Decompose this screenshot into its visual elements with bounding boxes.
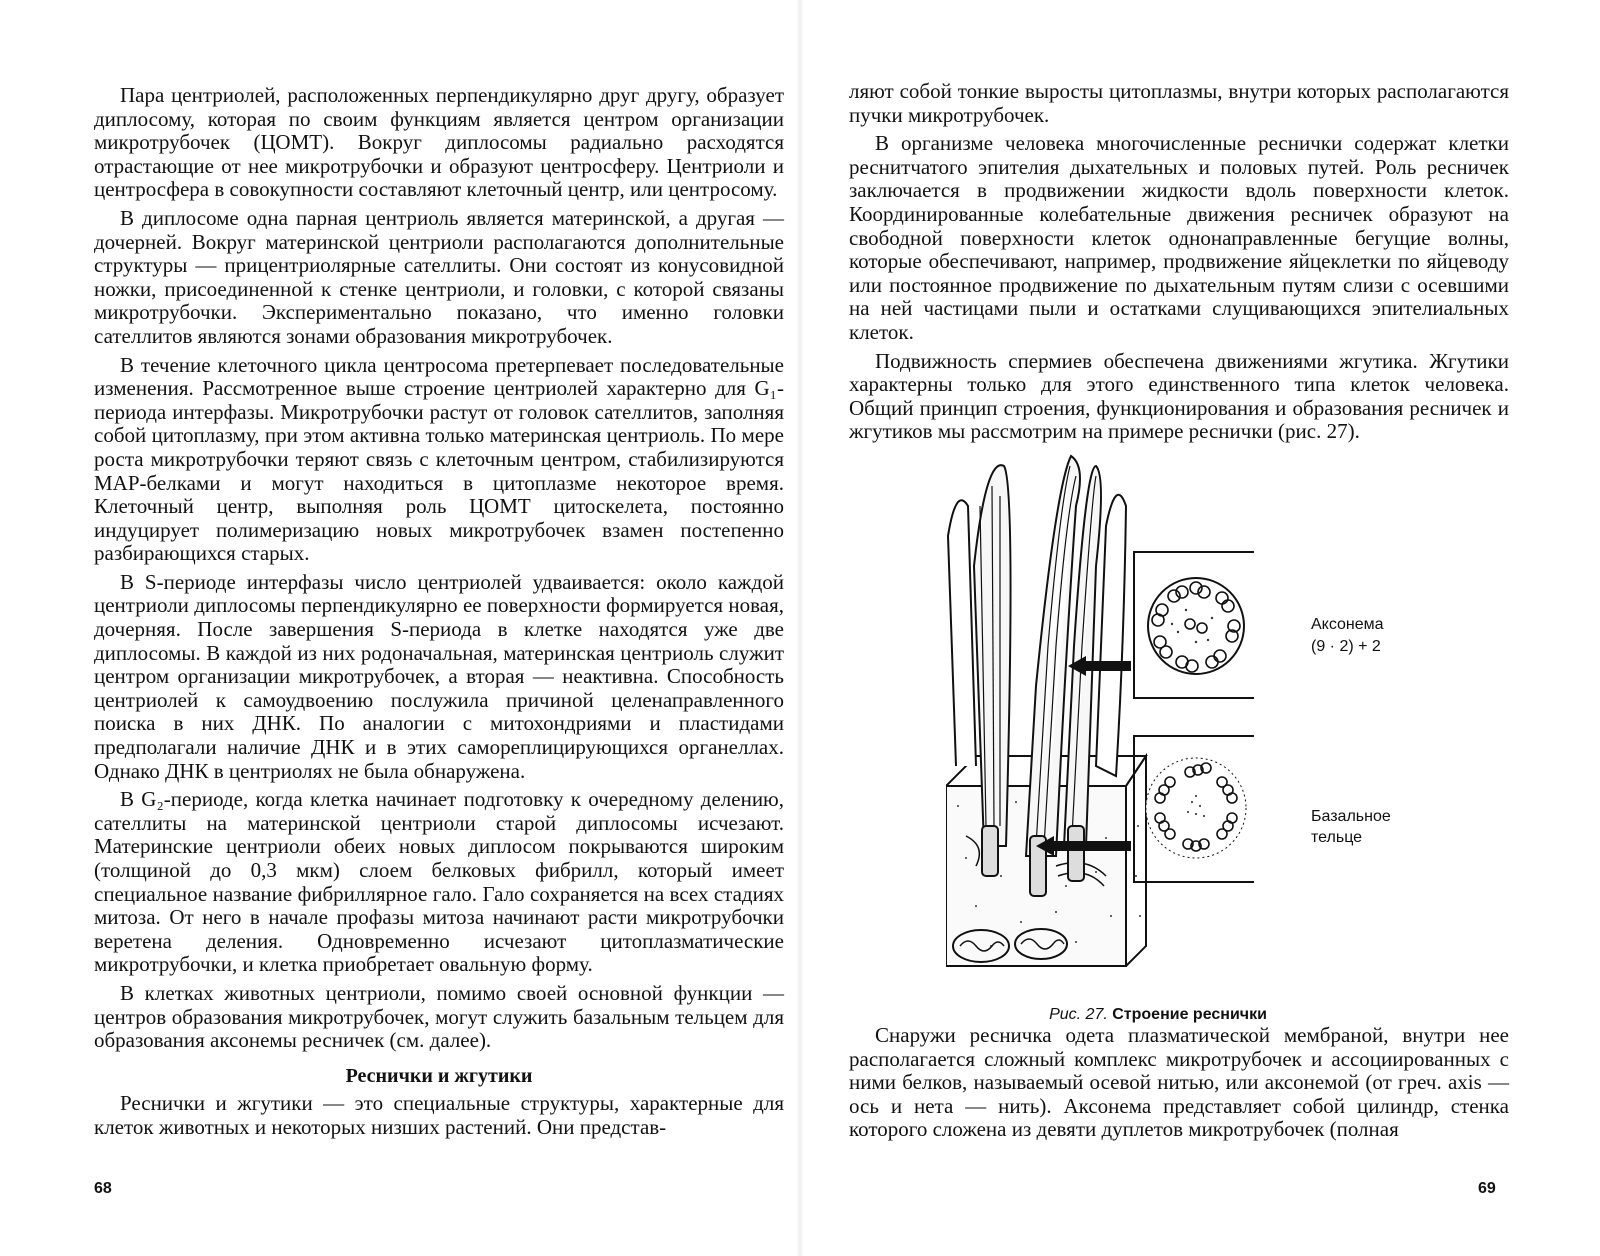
right-text-column bbox=[849, 80, 1509, 449]
paragraph: В организме человека многочисленные реснички содержат клетки реснитчатого эпителия дыхательных и половых путей. Роль ресничек заключается в продвижении жидкости вдоль поверхности клеток. Координированные колебательные движения ресничек образуют на свободной поверхности клеток однонаправленные бегущие волны, которые обеспечивают, например, продвижение яйцеклетки по яйцеводу или постоянное продвижение по дыхательным путям слизи с осевшими на ней частицами пыли и остатками слущивающихся эпителиальных клеток. bbox=[849, 131, 1509, 344]
paragraph: В диплосоме одна парная центриоль является материнской, а другая — дочерней. Вокруг материнской центриоли располагаются дополнительные структуры — прицентриолярные сателлиты. Они состоят из конусовидной ножки, присоединенной к стенке центриоли, и головки, с которой связаны микротрубочки. Экспериментально показано, что именно головки сателлитов являются зонами образования микротрубочек. bbox=[94, 205, 784, 348]
cilium-structure-figure bbox=[946, 446, 1446, 1006]
paragraph: В течение клеточного цикла центросома претерпевает последовательные изменения. Рассмотренное выше строение центриолей характерно для G₁-периода интерфазы. Микротрубочки растут от головок сателлитов, заполняя собой цитоплазму, при этом активна только материнская центриоль. По мере роста микротрубочки теряют связь с клеточным центром, стабилизируются МАР-белками и могут находиться в цитоплазме некоторое время. Клеточный центр, выполняя роль ЦОМТ цитоскелета, постоянно индуцирует полимеризацию новых микротрубочек взамен постепенно разбирающихся старых. bbox=[94, 352, 784, 566]
paragraph: Снаружи ресничка одета плазматической мембраной, внутри нее располагается сложный комплекс микротрубочек и ассоциированных с ними белков, называемый осевой нитью, или аксонемой (от греч. axis — ось и нета — нить). Аксонема представляет собой цилиндр, стенка которого сложена из девяти дуплетов микротрубочек (полная bbox=[849, 1023, 1509, 1142]
axoneme-cross-section bbox=[1148, 578, 1244, 674]
axoneme-label: Аксонема bbox=[1311, 616, 1384, 633]
section-heading: Реснички и жгутики bbox=[345, 1064, 533, 1087]
paragraph: В S-периоде интерфазы число центриолей удваивается: около каждой центриоли диплосомы перпендикулярно ее поверхности формируется новая, дочерняя. После завершения S-периода в клетке находятся уже две диплосомы. В каждой из них родоначальная, материнская центриоль служит центром организации микротрубочек, а вторая — неактивна. Способность центриолей к самоудвоению послужила причиной целенаправленного поиска в них ДНК. По аналогии с митохондриями и пластидами предполагали наличие ДНК и в этих самореплицирующихся органеллах. Однако ДНК в центриолях не была обнаружена. bbox=[94, 569, 784, 783]
paragraph: В клетках животных центриоли, помимо своей основной функции — центров образования микротрубочек, могут служить базальным тельцем для образования аксонемы ресничек (см. далее). bbox=[94, 980, 784, 1053]
caption-title: Строение реснички bbox=[1112, 1006, 1267, 1023]
basal-body-label: Базальное тельце bbox=[1311, 808, 1391, 846]
page-number: 68 bbox=[94, 1180, 112, 1197]
caption-number: Рис. 27. bbox=[1049, 1006, 1108, 1023]
page-number: 69 bbox=[1478, 1180, 1496, 1197]
figure-caption bbox=[948, 1006, 1368, 1024]
paragraph: Пара центриолей, расположенных перпендикулярно друг другу, образует диплосому, которая по своим функциям является центром организации микротрубочек (ЦОМТ). Вокруг диплосомы радиально расходятся отрастающие от нее микротрубочки и образуют центросферу. Центриоли и центросфера в совокупности составляют клеточный центр, или центросому. bbox=[94, 83, 784, 202]
right-text-bottom bbox=[849, 1024, 1509, 1143]
basal-body-cross-section bbox=[1146, 758, 1246, 858]
paragraph: Подвижность спермиев обеспечена движениями жгутика. Жгутики характерны только для этого единственного типа клеток человека. Общий принцип строения, функционирования и образования ресничек и жгутиков мы рассмотрим на примере реснички (рис. 27). bbox=[849, 348, 1509, 444]
paragraph: В G₂-периоде, когда клетка начинает подготовку к очередному делению, сателлиты на материнской центриоли старой диплосомы исчезают. Материнские центриоли обеих новых диплосом покрываются широким (толщиной до 0,3 мкм) слоем белковых фибрилл, который имеет специальное название фибриллярное гало. Гало сохраняется на всех стадиях митоза. От него в начале профазы митоза начинают расти микротрубочки веретена деления. Одновременно исчезают цитоплазматические микротрубочки, и клетка приобретает овальную форму. bbox=[94, 787, 784, 977]
axoneme-formula-label: (9 · 2) + 2 bbox=[1311, 638, 1381, 655]
paragraph: Реснички и жгутики — это специальные структуры, характерные для клеток животных и некоторых низших растений. Они представ- bbox=[94, 1091, 784, 1139]
paragraph: ляют собой тонкие выросты цитоплазмы, внутри которых располагаются пучки микротрубочек. bbox=[849, 79, 1509, 127]
left-text-column bbox=[94, 84, 784, 1141]
